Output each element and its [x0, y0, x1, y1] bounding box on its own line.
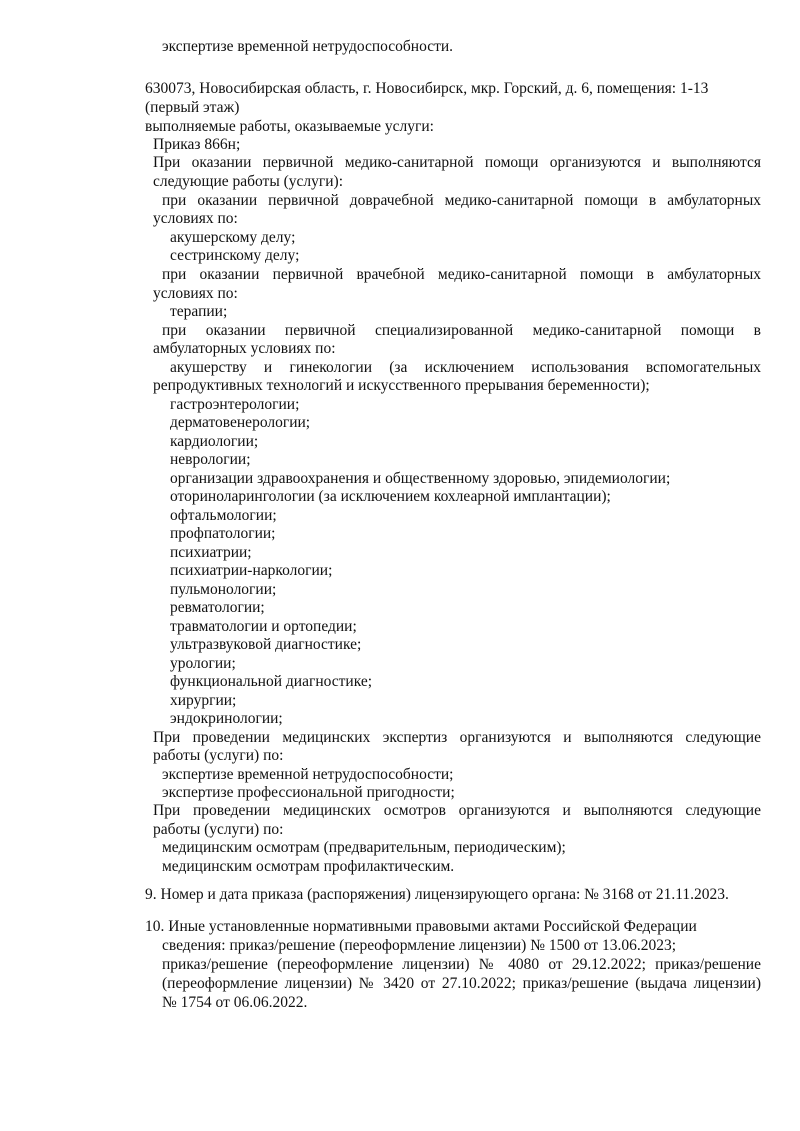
primary-intro-line-2: следующие работы (услуги):: [153, 173, 344, 190]
section-10-line-3: приказ/решение (переоформление лицензии) № 4080 от 29.12.2022; приказ/решение: [162, 956, 761, 973]
list-item: профпатологии;: [170, 525, 276, 542]
list-item: оториноларингологии (за исключением кохлеарной имплантации);: [170, 488, 611, 505]
order-reference: Приказ 866н;: [153, 136, 241, 153]
primary-intro-line-1: При оказании первичной медико-санитарной помощи организуются и выполняются: [153, 154, 761, 171]
special-first-item-line-2: репродуктивных технологий и искусственного прерывания беременности);: [153, 377, 650, 394]
section-10-line-5: № 1754 от 06.06.2022.: [162, 994, 308, 1011]
top-fragment: экспертизе временной нетрудоспособности.: [162, 38, 454, 55]
section-10-line-1: 10. Иные установленные нормативными правовыми актами Российской Федерации: [145, 918, 697, 935]
list-item: офтальмологии;: [170, 507, 277, 524]
special-line-1: при оказании первичной специализированной медико-санитарной помощи в: [162, 322, 761, 339]
vrach-line-2: условиях по:: [153, 285, 238, 302]
list-item: хирургии;: [170, 692, 237, 709]
list-item: урологии;: [170, 655, 236, 672]
special-first-item-line-1: акушерству и гинекологии (за исключением использования вспомогательных: [170, 359, 761, 376]
list-item: кардиологии;: [170, 433, 259, 450]
address-line-1: 630073, Новосибирская область, г. Новосибирск, мкр. Горский, д. 6, помещения: 1-13: [145, 80, 709, 97]
list-item: пульмонологии;: [170, 581, 277, 598]
prevrach-line-1: при оказании первичной доврачебной медико-санитарной помощи в амбулаторных: [162, 192, 761, 209]
list-item: эндокринологии;: [170, 710, 283, 727]
special-line-2: амбулаторных условиях по:: [153, 340, 336, 357]
list-item: терапии;: [170, 303, 228, 320]
exams-line-1: При проведении медицинских осмотров организуются и выполняются следующие: [153, 802, 761, 819]
section-9: 9. Номер и дата приказа (распоряжения) лицензирующего органа: № 3168 от 21.11.2023.: [145, 886, 729, 903]
list-item: медицинским осмотрам (предварительным, периодическим);: [162, 839, 566, 856]
section-10-line-2: сведения: приказ/решение (переоформление лицензии) № 1500 от 13.06.2023;: [162, 937, 677, 954]
list-item: ревматологии;: [170, 599, 265, 616]
list-item: ультразвуковой диагностике;: [170, 636, 362, 653]
section-10-line-4: (переоформление лицензии) № 3420 от 27.10.2022; приказ/решение (выдача лицензии): [162, 975, 761, 992]
list-item: сестринскому делу;: [170, 247, 300, 264]
list-item: гастроэнтерологии;: [170, 396, 300, 413]
list-item: акушерскому делу;: [170, 229, 296, 246]
list-item: неврологии;: [170, 451, 251, 468]
list-item: дерматовенерологии;: [170, 414, 311, 431]
list-item: медицинским осмотрам профилактическим.: [162, 858, 455, 875]
vrach-line-1: при оказании первичной врачебной медико-санитарной помощи в амбулаторных: [162, 266, 761, 283]
list-item: организации здравоохранения и общественному здоровью, эпидемиологии;: [170, 470, 671, 487]
list-item: функциональной диагностике;: [170, 673, 373, 690]
list-item: травматологии и ортопедии;: [170, 618, 357, 635]
address-line-2: (первый этаж): [145, 99, 240, 116]
works-heading: выполняемые работы, оказываемые услуги:: [145, 118, 434, 135]
expertise-line-1: При проведении медицинских экспертиз организуются и выполняются следующие: [153, 729, 761, 746]
prevrach-line-2: условиях по:: [153, 210, 238, 227]
list-item: экспертизе профессиональной пригодности;: [162, 784, 455, 801]
list-item: психиатрии-наркологии;: [170, 562, 333, 579]
list-item: психиатрии;: [170, 544, 252, 561]
list-item: экспертизе временной нетрудоспособности;: [162, 766, 454, 783]
exams-line-2: работы (услуги) по:: [153, 821, 284, 838]
expertise-line-2: работы (услуги) по:: [153, 747, 284, 764]
